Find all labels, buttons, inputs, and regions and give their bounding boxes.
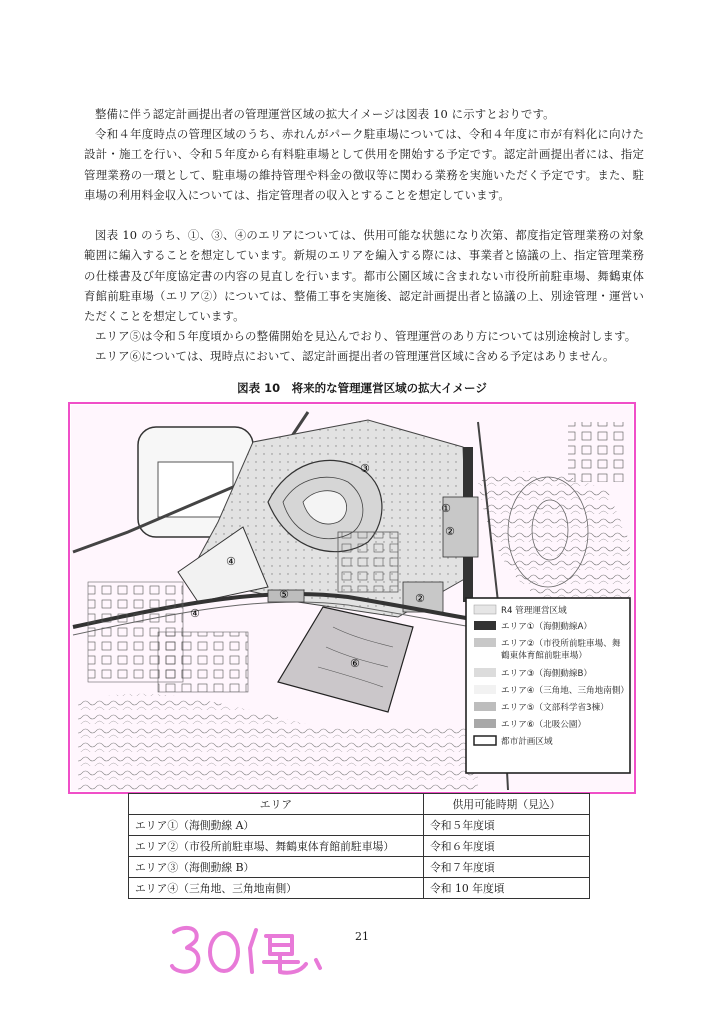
area-marker: ② bbox=[415, 592, 425, 605]
cell-area: エリア②（市役所前駐車場、舞鶴東体育館前駐車場） bbox=[129, 836, 424, 857]
cell-area: エリア①（海側動線 A） bbox=[129, 815, 424, 836]
legend-label: R4 管理運営区域 bbox=[501, 606, 567, 616]
cell-period: 令和５年度頃 bbox=[424, 815, 590, 836]
area-marker: ④ bbox=[226, 555, 236, 568]
table-row bbox=[129, 815, 590, 836]
paragraph-area5: エリア⑤は令和５年度頃からの整備開始を見込んでおり、管理運営のあり方については別途検討します。 bbox=[95, 329, 637, 343]
legend-swatch bbox=[474, 719, 496, 728]
table-row bbox=[129, 836, 590, 857]
cell-area: エリア④（三角地、三角地南側） bbox=[129, 878, 424, 899]
residential-south bbox=[158, 632, 248, 692]
area-marker: ③ bbox=[360, 462, 370, 475]
legend-label: エリア⑥（北吸公園） bbox=[501, 720, 587, 730]
legend-label: エリア①（海側動線A） bbox=[501, 622, 592, 632]
handwritten-note bbox=[166, 918, 336, 978]
legend-swatch bbox=[474, 685, 496, 694]
paragraph-area6: エリア⑥については、現時点において、認定計画提出者の管理運営区域に含める予定はありません。 bbox=[95, 349, 615, 363]
area-marker: ⑥ bbox=[350, 657, 360, 670]
cell-area: エリア③（海側動線 B） bbox=[129, 857, 424, 878]
stadium-field bbox=[158, 462, 233, 517]
legend-label: エリア⑤（文部科学省3棟） bbox=[501, 703, 609, 713]
col-header-area: エリア bbox=[129, 794, 424, 815]
table-row bbox=[129, 878, 590, 899]
legend-label: エリア④（三角地、三角地南側） bbox=[501, 686, 630, 696]
area-marker: ① bbox=[441, 502, 451, 515]
paragraph-intro: 整備に伴う認定計画提出者の管理運営区域の拡大イメージは図表 10 に示すとおりです。 bbox=[95, 107, 555, 121]
area-marker: ⑤ bbox=[279, 588, 289, 601]
area-marker: ② bbox=[445, 525, 455, 538]
map-legend bbox=[466, 598, 630, 773]
cell-period: 令和６年度頃 bbox=[424, 836, 590, 857]
paragraph-parking: 令和４年度時点の管理区域のうち、赤れんがパーク駐車場については、令和４年度に市が有料化に向けた設計・施工を行い、令和５年度から有料駐車場として供用を開始する予定です。認定計画提出者には、指定管理業務の一環として、駐車場の維持管理や料金の徴収等に関わる業務を実施いただく予定です。また、駐車場の利用料金収入については、指定管理者の収入とすることを想定しています。 bbox=[84, 127, 644, 202]
paragraph-areas: 図表 10 のうち、①、③、④のエリアについては、供用可能な状態になり次第、都度指定管理業務の対象範囲に編入することを想定しています。新規のエリアを編入する際には、事業者と協議の上、指定管理業務の仕様書及び年度協定書の内容の見直しを行います。都市公園区域に含まれない市役所前駐車場、舞鶴東体育館前駐車場（エリア②）については、整備工事を実施後、認定計画提出者と協議の上、別途管理・運営いただくことを想定しています。 bbox=[84, 228, 644, 324]
cell-period: 令和 10 年度頃 bbox=[424, 878, 590, 899]
legend-swatch bbox=[474, 621, 496, 630]
legend-label: エリア③（海側動線B） bbox=[501, 669, 592, 679]
buildings-east bbox=[568, 422, 628, 482]
legend-swatch bbox=[474, 638, 496, 647]
cell-period: 令和７年度頃 bbox=[424, 857, 590, 878]
legend-swatch bbox=[474, 702, 496, 711]
legend-label: 都市計画区域 bbox=[501, 737, 553, 747]
table-header-row bbox=[129, 794, 590, 815]
area-map bbox=[68, 402, 636, 794]
figure-title: 図表 10 将来的な管理運営区域の拡大イメージ bbox=[237, 381, 487, 395]
legend-label: エリア②（市役所前駐車場、舞 bbox=[501, 639, 621, 649]
legend-label: 鶴東体育館前駐車場） bbox=[501, 651, 587, 661]
table-row bbox=[129, 857, 590, 878]
legend-swatch bbox=[474, 736, 496, 745]
parking-lot bbox=[338, 532, 398, 592]
page-number: 21 bbox=[355, 930, 369, 943]
area-marker: ④ bbox=[190, 607, 200, 620]
availability-table bbox=[128, 793, 590, 899]
col-header-period: 供用可能時期（見込） bbox=[424, 794, 590, 815]
legend-swatch bbox=[474, 605, 496, 614]
legend-swatch bbox=[474, 668, 496, 677]
